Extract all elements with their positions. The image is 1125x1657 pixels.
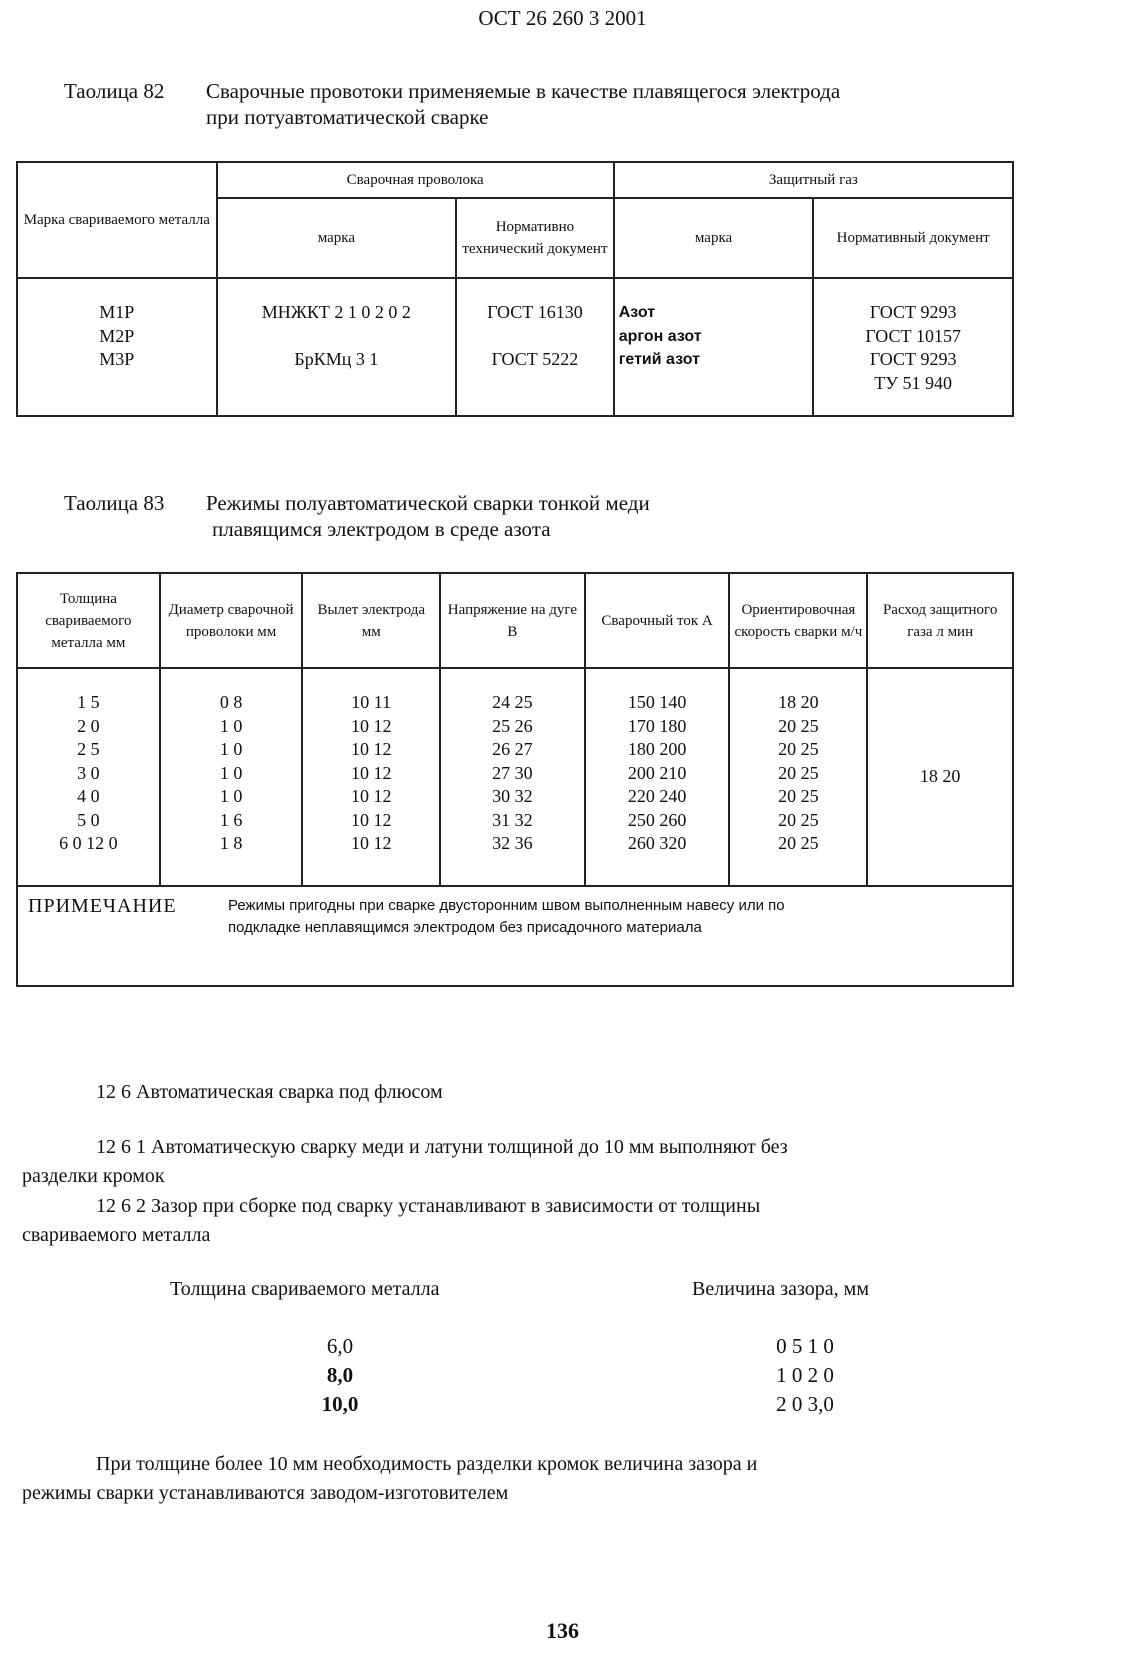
t82-gas-doc-4: ТУ 51 940 — [874, 372, 953, 393]
t83-voltage-7: 32 36 — [492, 833, 533, 853]
t83-thickness-7: 6 0 12 0 — [59, 833, 118, 853]
t82-wire-mark-2: БрКМц 3 1 — [294, 348, 379, 369]
t83-gas-flow-value: 18 20 — [919, 766, 961, 787]
document-header: ОСТ 26 260 3 2001 — [478, 6, 647, 30]
t83-note-text-1: Режимы пригодны при сварке двусторонним швом выполненным навесу или по — [228, 897, 785, 914]
table83-title — [206, 490, 1006, 542]
t82-head-metal: Марка свариваемого металла — [17, 162, 217, 278]
gap-table-thickness-col — [290, 1332, 390, 1419]
gap-3: 2 0 3,0 — [776, 1392, 834, 1416]
paragraph-12-6-1 — [22, 1133, 1022, 1191]
t83-diameter-5: 1 0 — [219, 786, 243, 806]
t83-current-4: 200 210 — [627, 762, 687, 783]
t83-voltage-4: 27 30 — [492, 762, 533, 783]
t83-diameter-1: 0 8 — [219, 692, 243, 712]
t83-speed-3: 20 25 — [778, 739, 819, 759]
p1-line2: разделки кромок — [22, 1165, 165, 1187]
t82-cell-wire-mark — [217, 278, 457, 416]
t83-head-gas-flow: Расход защитного газа л мин — [867, 573, 1013, 668]
t82-head-gas-doc: Нормативный документ — [813, 198, 1013, 278]
p1-line1: 12 6 1 Автоматическую сварку меди и латуни толщиной до 10 мм выполняют без — [96, 1136, 788, 1158]
t83-diameter-3: 1 0 — [219, 739, 243, 759]
table82-label: Таолица 82 — [64, 79, 165, 103]
t83-voltage-6: 31 32 — [492, 809, 533, 830]
t83-thickness-1: 1 5 — [77, 692, 100, 712]
table82-title-line1: Сварочные провотоки применяемые в качестве плавящегося электрода — [206, 79, 841, 103]
section-heading: 12 6 Автоматическая сварка под флюсом — [96, 1081, 443, 1103]
t83-col-stickout — [302, 668, 440, 886]
t83-note-text-2: подкладке неплавящимся электродом без присадочного материала — [228, 919, 702, 936]
table83-title-line1: Режимы полуавтоматической сварки тонкой меди — [206, 491, 650, 515]
table83-title-line2: плавящимся электродом в среде азота — [212, 517, 551, 541]
t83-stickout-1: 10 11 — [351, 692, 392, 712]
gap-table-head-gap: Величина зазора, мм — [692, 1278, 869, 1300]
paragraph-12-6-2 — [22, 1192, 1022, 1250]
t82-head-gas: Защитный газ — [614, 162, 1013, 198]
t82-gas-mark-2: аргон азот — [618, 327, 702, 345]
t83-note-text — [228, 895, 968, 939]
t83-current-5: 220 240 — [627, 786, 687, 806]
t83-voltage-5: 30 32 — [492, 786, 533, 806]
t83-speed-4: 20 25 — [778, 762, 819, 783]
t82-gas-doc-3: ГОСТ 9293 — [869, 349, 957, 369]
t83-head-voltage: Напряжение на дуге В — [440, 573, 585, 668]
t83-thickness-4: 3 0 — [77, 762, 100, 783]
t83-stickout-4: 10 12 — [350, 762, 392, 783]
t83-voltage-3: 26 27 — [492, 739, 533, 759]
t83-head-thickness: Толщина свариваемого металла мм — [17, 573, 160, 668]
t82-metal-3: М3Р — [99, 349, 135, 369]
t83-thickness-3: 2 5 — [77, 739, 100, 759]
p2-line1: 12 6 2 Зазор при сборке под сварку устанавливают в зависимости от толщины — [96, 1195, 761, 1217]
t83-head-stickout: Вылет электрода мм — [302, 573, 440, 668]
t83-diameter-6: 1 6 — [219, 809, 243, 830]
p3-line2: режимы сварки устанавливаются заводом-изготовителем — [22, 1482, 509, 1504]
t82-wire-doc-2: ГОСТ 5222 — [491, 348, 579, 369]
page-number: 136 — [546, 1618, 579, 1643]
t82-cell-gas-mark — [614, 278, 814, 416]
t83-speed-7: 20 25 — [778, 833, 819, 853]
t83-stickout-6: 10 12 — [350, 809, 392, 830]
t83-col-diameter — [160, 668, 303, 886]
t83-speed-1: 18 20 — [778, 692, 819, 712]
t83-col-current — [585, 668, 730, 886]
t83-note — [17, 886, 1013, 986]
t83-head-current: Сварочный ток А — [585, 573, 730, 668]
table-83 — [16, 572, 1014, 987]
t82-metal-1: М1Р — [99, 302, 135, 322]
t83-note-label: ПРИМЕЧАНИЕ — [28, 895, 177, 917]
t83-thickness-6: 5 0 — [77, 809, 100, 830]
t83-col-speed — [729, 668, 867, 886]
p3-line1: При толщине более 10 мм необходимость разделки кромок величина зазора и — [96, 1453, 758, 1475]
t83-stickout-5: 10 12 — [350, 786, 392, 806]
t83-thickness-5: 4 0 — [77, 786, 100, 806]
t83-head-speed: Ориентировочная скорость сварки м/ч — [729, 573, 867, 668]
t83-head-wire-diameter: Диаметр сварочной проволоки мм — [160, 573, 303, 668]
p2-line2: свариваемого металла — [22, 1224, 211, 1246]
t83-col-thickness — [17, 668, 160, 886]
t83-current-6: 250 260 — [627, 809, 687, 830]
t83-diameter-4: 1 0 — [219, 762, 243, 783]
t82-wire-doc-1: ГОСТ 16130 — [487, 302, 583, 322]
t83-speed-2: 20 25 — [778, 715, 819, 736]
t82-head-gas-mark: марка — [614, 198, 814, 278]
t83-diameter-2: 1 0 — [219, 715, 243, 736]
t82-cell-metal — [17, 278, 217, 416]
gap-table-gap-col — [745, 1332, 865, 1419]
t83-stickout-7: 10 12 — [350, 833, 392, 853]
t82-cell-wire-doc — [456, 278, 614, 416]
t83-diameter-7: 1 8 — [219, 833, 243, 853]
t83-col-voltage — [440, 668, 585, 886]
t83-stickout-3: 10 12 — [350, 739, 392, 759]
t83-current-2: 170 180 — [627, 715, 687, 736]
t82-gas-doc-2: ГОСТ 10157 — [865, 325, 962, 346]
t83-current-3: 180 200 — [627, 739, 687, 759]
table82-title-line2: при потуавтоматической сварке — [206, 105, 489, 129]
t82-head-wire: Сварочная проволока — [217, 162, 614, 198]
table83-label: Таолица 83 — [64, 491, 165, 515]
t83-current-1: 150 140 — [627, 692, 687, 712]
t83-speed-6: 20 25 — [778, 809, 819, 830]
t82-gas-mark-3: гетий азот — [618, 351, 700, 368]
paragraph-final — [22, 1450, 1022, 1508]
t83-col-gas-flow — [867, 668, 1013, 886]
t82-head-wire-mark: марка — [217, 198, 457, 278]
table-82 — [16, 161, 1014, 417]
t83-thickness-2: 2 0 — [77, 715, 100, 736]
t82-wire-mark-1: МНЖКТ 2 1 0 2 0 2 — [261, 302, 411, 322]
t83-speed-5: 20 25 — [778, 786, 819, 806]
t83-current-7: 260 320 — [627, 833, 687, 853]
gap-table-head-thickness: Толщина свариваемого металла — [170, 1278, 440, 1300]
gap-2: 1 0 2 0 — [776, 1363, 834, 1387]
t82-gas-doc-1: ГОСТ 9293 — [869, 302, 957, 322]
t82-head-wire-doc: Нормативно технический документ — [456, 198, 614, 278]
thickness-2: 8,0 — [326, 1363, 354, 1387]
t82-gas-mark-1: Азот — [618, 304, 656, 321]
t83-voltage-1: 24 25 — [492, 692, 533, 712]
gap-1: 0 5 1 0 — [776, 1334, 834, 1358]
t82-metal-2: М2Р — [99, 325, 135, 346]
t83-voltage-2: 25 26 — [492, 715, 533, 736]
t83-stickout-2: 10 12 — [350, 715, 392, 736]
t82-cell-gas-doc — [813, 278, 1013, 416]
thickness-1: 6,0 — [326, 1334, 354, 1358]
thickness-3: 10,0 — [321, 1392, 359, 1416]
table82-title — [206, 78, 1006, 130]
